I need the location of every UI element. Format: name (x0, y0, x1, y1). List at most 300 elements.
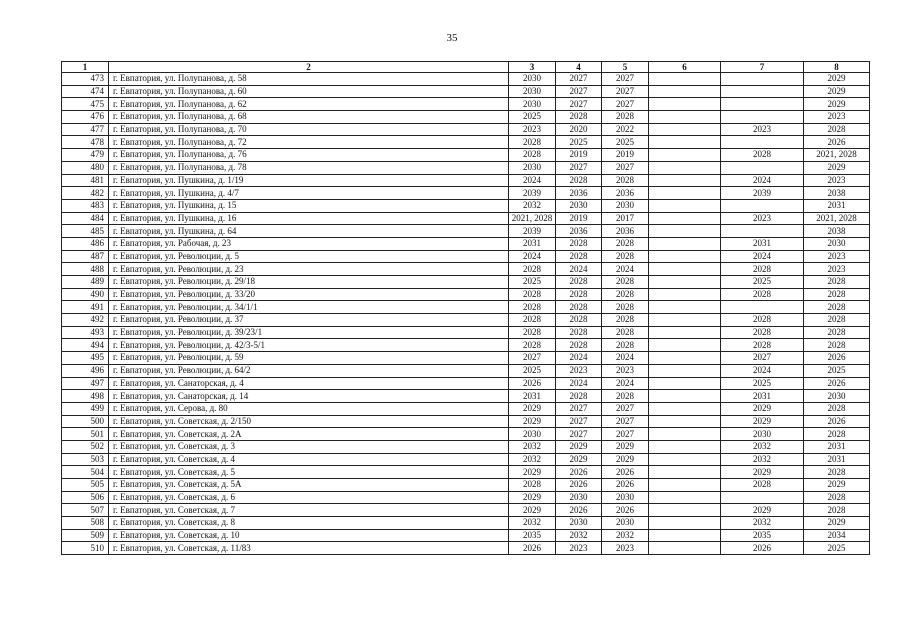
year-cell (649, 85, 721, 98)
row-number-cell: 476 (62, 111, 109, 124)
year-cell: 2023 (804, 111, 870, 124)
address-cell: г. Евпатория, ул. Пушкина, д. 1/19 (109, 174, 509, 187)
year-cell: 2021, 2028 (509, 212, 556, 225)
year-cell: 2019 (556, 212, 602, 225)
year-cell: 2030 (556, 491, 602, 504)
row-number-cell: 505 (62, 479, 109, 492)
table-row (62, 73, 870, 86)
year-cell: 2024 (556, 377, 602, 390)
year-cell: 2030 (509, 73, 556, 86)
year-cell: 2021, 2028 (804, 149, 870, 162)
year-cell: 2024 (509, 174, 556, 187)
year-cell: 2031 (721, 390, 804, 403)
table-row (62, 339, 870, 352)
year-cell: 2028 (556, 250, 602, 263)
year-cell: 2032 (602, 529, 649, 542)
row-number-cell: 486 (62, 237, 109, 250)
year-cell: 2027 (602, 415, 649, 428)
year-cell: 2038 (804, 225, 870, 238)
table-row (62, 123, 870, 136)
year-cell (649, 174, 721, 187)
year-cell (721, 98, 804, 111)
year-cell: 2028 (804, 276, 870, 289)
table-row (62, 352, 870, 365)
year-cell: 2029 (509, 415, 556, 428)
year-cell (649, 542, 721, 555)
table-row (62, 504, 870, 517)
year-cell (721, 199, 804, 212)
year-cell (649, 149, 721, 162)
year-cell: 2028 (602, 237, 649, 250)
year-cell: 2023 (556, 364, 602, 377)
table-row (62, 212, 870, 225)
year-cell: 2028 (804, 123, 870, 136)
address-cell: г. Евпатория, ул. Революции, д. 42/3-5/1 (109, 339, 509, 352)
year-cell (649, 352, 721, 365)
year-cell: 2027 (556, 428, 602, 441)
year-cell (649, 390, 721, 403)
year-cell (649, 212, 721, 225)
year-cell: 2031 (509, 390, 556, 403)
year-cell: 2025 (602, 136, 649, 149)
year-cell: 2030 (602, 199, 649, 212)
table-header-row (62, 62, 870, 73)
year-cell: 2025 (509, 364, 556, 377)
address-cell: г. Евпатория, ул. Революции, д. 33/20 (109, 288, 509, 301)
year-cell: 2032 (509, 440, 556, 453)
year-cell (721, 85, 804, 98)
year-cell: 2028 (509, 326, 556, 339)
year-cell (721, 136, 804, 149)
address-cell: г. Евпатория, ул. Серова, д. 80 (109, 402, 509, 415)
address-cell: г. Евпатория, ул. Советская, д. 10 (109, 529, 509, 542)
table-row (62, 517, 870, 530)
address-cell: г. Евпатория, ул. Революции, д. 39/23/1 (109, 326, 509, 339)
table-row (62, 149, 870, 162)
year-cell: 2030 (509, 428, 556, 441)
year-cell: 2028 (509, 136, 556, 149)
table-row (62, 491, 870, 504)
address-cell: г. Евпатория, ул. Советская, д. 11/83 (109, 542, 509, 555)
row-number-cell: 488 (62, 263, 109, 276)
year-cell: 2029 (509, 491, 556, 504)
year-cell: 2028 (556, 390, 602, 403)
table-row (62, 250, 870, 263)
year-cell: 2028 (602, 314, 649, 327)
address-cell: г. Евпатория, ул. Пушкина, д. 64 (109, 225, 509, 238)
year-cell: 2032 (509, 517, 556, 530)
year-cell: 2024 (602, 263, 649, 276)
year-cell: 2028 (602, 326, 649, 339)
row-number-cell: 487 (62, 250, 109, 263)
year-cell: 2022 (602, 123, 649, 136)
row-number-cell: 503 (62, 453, 109, 466)
address-cell: г. Евпатория, ул. Революции, д. 23 (109, 263, 509, 276)
year-cell: 2027 (602, 428, 649, 441)
year-cell: 2028 (602, 339, 649, 352)
address-cell: г. Евпатория, ул. Полупанова, д. 70 (109, 123, 509, 136)
row-number-cell: 475 (62, 98, 109, 111)
year-cell: 2026 (509, 377, 556, 390)
row-number-cell: 497 (62, 377, 109, 390)
year-cell (649, 288, 721, 301)
row-number-cell: 499 (62, 402, 109, 415)
address-cell: г. Евпатория, ул. Революции, д. 34/1/1 (109, 301, 509, 314)
year-cell: 2023 (556, 542, 602, 555)
year-cell: 2026 (721, 542, 804, 555)
address-cell: г. Евпатория, ул. Полупанова, д. 58 (109, 73, 509, 86)
table-row (62, 415, 870, 428)
year-cell: 2027 (602, 402, 649, 415)
year-cell (649, 301, 721, 314)
year-cell: 2029 (721, 415, 804, 428)
year-cell: 2027 (602, 73, 649, 86)
column-header: 1 (62, 62, 109, 73)
year-cell (649, 276, 721, 289)
year-cell: 2028 (721, 339, 804, 352)
year-cell: 2030 (721, 428, 804, 441)
year-cell: 2027 (556, 98, 602, 111)
row-number-cell: 481 (62, 174, 109, 187)
year-cell (649, 377, 721, 390)
year-cell: 2019 (556, 149, 602, 162)
address-cell: г. Евпатория, ул. Советская, д. 2А (109, 428, 509, 441)
year-cell: 2029 (721, 402, 804, 415)
address-cell: г. Евпатория, ул. Советская, д. 5 (109, 466, 509, 479)
table-row (62, 237, 870, 250)
year-cell: 2028 (721, 149, 804, 162)
year-cell (649, 123, 721, 136)
table-row (62, 98, 870, 111)
year-cell: 2028 (804, 428, 870, 441)
year-cell (649, 517, 721, 530)
year-cell: 2028 (804, 301, 870, 314)
year-cell: 2026 (602, 466, 649, 479)
year-cell: 2036 (602, 225, 649, 238)
row-number-cell: 485 (62, 225, 109, 238)
year-cell (649, 364, 721, 377)
year-cell: 2027 (556, 402, 602, 415)
table-row (62, 428, 870, 441)
table-row (62, 326, 870, 339)
year-cell: 2029 (804, 85, 870, 98)
year-cell (721, 161, 804, 174)
year-cell: 2023 (721, 123, 804, 136)
year-cell: 2017 (602, 212, 649, 225)
year-cell: 2028 (509, 288, 556, 301)
year-cell: 2029 (509, 466, 556, 479)
table-row (62, 314, 870, 327)
year-cell: 2028 (556, 339, 602, 352)
address-cell: г. Евпатория, ул. Революции, д. 29/18 (109, 276, 509, 289)
year-cell: 2029 (721, 466, 804, 479)
table-row (62, 377, 870, 390)
year-cell (649, 326, 721, 339)
year-cell: 2028 (556, 276, 602, 289)
address-cell: г. Евпатория, ул. Советская, д. 8 (109, 517, 509, 530)
year-cell: 2030 (509, 85, 556, 98)
address-cell: г. Евпатория, ул. Полупанова, д. 62 (109, 98, 509, 111)
year-cell: 2030 (602, 491, 649, 504)
data-table (61, 61, 870, 555)
row-number-cell: 482 (62, 187, 109, 200)
year-cell (721, 225, 804, 238)
table-row (62, 390, 870, 403)
year-cell: 2029 (602, 440, 649, 453)
table-row (62, 199, 870, 212)
table-row (62, 453, 870, 466)
address-cell: г. Евпатория, ул. Пушкина, д. 15 (109, 199, 509, 212)
year-cell: 2031 (721, 237, 804, 250)
year-cell: 2029 (602, 453, 649, 466)
year-cell: 2019 (602, 149, 649, 162)
address-cell: г. Евпатория, ул. Революции, д. 59 (109, 352, 509, 365)
year-cell (649, 199, 721, 212)
table-row (62, 440, 870, 453)
year-cell: 2028 (721, 288, 804, 301)
year-cell: 2027 (721, 352, 804, 365)
table-row (62, 466, 870, 479)
year-cell: 2023 (804, 250, 870, 263)
year-cell: 2023 (804, 174, 870, 187)
year-cell: 2028 (509, 314, 556, 327)
row-number-cell: 474 (62, 85, 109, 98)
year-cell: 2028 (721, 326, 804, 339)
year-cell: 2039 (721, 187, 804, 200)
address-cell: г. Евпатория, ул. Пушкина, д. 16 (109, 212, 509, 225)
year-cell: 2025 (509, 276, 556, 289)
column-header: 2 (109, 62, 509, 73)
table-row (62, 301, 870, 314)
year-cell: 2029 (804, 479, 870, 492)
year-cell (649, 263, 721, 276)
address-cell: г. Евпатория, ул. Полупанова, д. 72 (109, 136, 509, 149)
row-number-cell: 498 (62, 390, 109, 403)
year-cell: 2028 (509, 479, 556, 492)
year-cell: 2032 (509, 199, 556, 212)
address-cell: г. Евпатория, ул. Пушкина, д. 4/7 (109, 187, 509, 200)
year-cell (649, 529, 721, 542)
year-cell: 2036 (556, 187, 602, 200)
year-cell: 2029 (804, 161, 870, 174)
year-cell: 2036 (602, 187, 649, 200)
column-header: 6 (649, 62, 721, 73)
year-cell: 2023 (602, 542, 649, 555)
year-cell: 2034 (804, 529, 870, 542)
row-number-cell: 500 (62, 415, 109, 428)
table-row (62, 225, 870, 238)
year-cell: 2028 (602, 111, 649, 124)
year-cell: 2026 (804, 377, 870, 390)
year-cell: 2024 (721, 364, 804, 377)
year-cell (721, 111, 804, 124)
year-cell: 2029 (721, 504, 804, 517)
year-cell: 2028 (509, 339, 556, 352)
year-cell: 2026 (556, 504, 602, 517)
year-cell: 2036 (556, 225, 602, 238)
address-cell: г. Евпатория, ул. Советская, д. 4 (109, 453, 509, 466)
year-cell (649, 136, 721, 149)
year-cell: 2031 (804, 440, 870, 453)
year-cell (649, 250, 721, 263)
year-cell: 2028 (602, 276, 649, 289)
year-cell: 2027 (556, 415, 602, 428)
year-cell: 2028 (804, 339, 870, 352)
year-cell: 2023 (602, 364, 649, 377)
address-cell: г. Евпатория, ул. Советская, д. 7 (109, 504, 509, 517)
year-cell: 2029 (804, 73, 870, 86)
table-row (62, 288, 870, 301)
year-cell: 2027 (602, 161, 649, 174)
year-cell: 2028 (556, 237, 602, 250)
year-cell (649, 415, 721, 428)
year-cell: 2028 (602, 250, 649, 263)
year-cell: 2035 (721, 529, 804, 542)
year-cell: 2024 (602, 377, 649, 390)
table-row (62, 529, 870, 542)
year-cell: 2030 (556, 517, 602, 530)
year-cell: 2039 (509, 225, 556, 238)
year-cell: 2026 (804, 136, 870, 149)
row-number-cell: 473 (62, 73, 109, 86)
year-cell: 2026 (556, 479, 602, 492)
column-header: 4 (556, 62, 602, 73)
table-row (62, 542, 870, 555)
column-header: 7 (721, 62, 804, 73)
year-cell: 2028 (602, 301, 649, 314)
year-cell: 2028 (556, 174, 602, 187)
table-row (62, 276, 870, 289)
row-number-cell: 484 (62, 212, 109, 225)
year-cell: 2028 (556, 326, 602, 339)
page-number: 35 (446, 32, 458, 44)
row-number-cell: 506 (62, 491, 109, 504)
year-cell: 2029 (804, 517, 870, 530)
year-cell: 2027 (556, 161, 602, 174)
row-number-cell: 489 (62, 276, 109, 289)
year-cell (649, 491, 721, 504)
year-cell: 2023 (804, 263, 870, 276)
row-number-cell: 495 (62, 352, 109, 365)
year-cell: 2028 (804, 288, 870, 301)
table-row (62, 174, 870, 187)
year-cell (649, 237, 721, 250)
year-cell: 2027 (602, 85, 649, 98)
row-number-cell: 478 (62, 136, 109, 149)
year-cell (721, 73, 804, 86)
year-cell: 2027 (602, 98, 649, 111)
table-row (62, 136, 870, 149)
year-cell: 2028 (804, 326, 870, 339)
year-cell: 2025 (721, 377, 804, 390)
year-cell: 2025 (721, 276, 804, 289)
row-number-cell: 510 (62, 542, 109, 555)
year-cell: 2028 (804, 402, 870, 415)
year-cell: 2032 (721, 453, 804, 466)
year-cell (649, 98, 721, 111)
year-cell: 2030 (602, 517, 649, 530)
row-number-cell: 492 (62, 314, 109, 327)
year-cell: 2020 (556, 123, 602, 136)
year-cell: 2024 (721, 250, 804, 263)
year-cell: 2028 (602, 174, 649, 187)
row-number-cell: 504 (62, 466, 109, 479)
year-cell: 2029 (509, 402, 556, 415)
year-cell: 2028 (556, 301, 602, 314)
address-cell: г. Евпатория, ул. Революции, д. 5 (109, 250, 509, 263)
row-number-cell: 501 (62, 428, 109, 441)
year-cell: 2030 (509, 161, 556, 174)
year-cell (649, 428, 721, 441)
year-cell: 2025 (556, 136, 602, 149)
year-cell: 2026 (602, 504, 649, 517)
address-cell: г. Евпатория, ул. Рабочая, д. 23 (109, 237, 509, 250)
table-row (62, 263, 870, 276)
address-cell: г. Евпатория, ул. Советская, д. 6 (109, 491, 509, 504)
year-cell: 2028 (556, 314, 602, 327)
table-row (62, 187, 870, 200)
year-cell: 2028 (602, 288, 649, 301)
year-cell: 2028 (804, 491, 870, 504)
year-cell: 2039 (509, 187, 556, 200)
row-number-cell: 496 (62, 364, 109, 377)
year-cell: 2025 (804, 364, 870, 377)
row-number-cell: 493 (62, 326, 109, 339)
year-cell: 2030 (556, 199, 602, 212)
year-cell: 2032 (721, 517, 804, 530)
year-cell: 2025 (509, 111, 556, 124)
year-cell: 2028 (509, 301, 556, 314)
table-row (62, 479, 870, 492)
year-cell: 2029 (556, 440, 602, 453)
year-cell: 2028 (509, 263, 556, 276)
year-cell: 2024 (721, 174, 804, 187)
year-cell: 2028 (556, 111, 602, 124)
table-row (62, 364, 870, 377)
address-cell: г. Евпатория, ул. Санаторская, д. 4 (109, 377, 509, 390)
row-number-cell: 508 (62, 517, 109, 530)
row-number-cell: 509 (62, 529, 109, 542)
year-cell (649, 187, 721, 200)
year-cell: 2026 (556, 466, 602, 479)
year-cell: 2028 (804, 504, 870, 517)
row-number-cell: 480 (62, 161, 109, 174)
year-cell: 2028 (721, 314, 804, 327)
year-cell: 2030 (509, 98, 556, 111)
row-number-cell: 483 (62, 199, 109, 212)
year-cell (649, 111, 721, 124)
address-cell: г. Евпатория, ул. Полупанова, д. 68 (109, 111, 509, 124)
year-cell: 2035 (509, 529, 556, 542)
year-cell (649, 466, 721, 479)
address-cell: г. Евпатория, ул. Советская, д. 2/150 (109, 415, 509, 428)
column-header: 3 (509, 62, 556, 73)
table-body (62, 73, 870, 555)
year-cell: 2027 (556, 85, 602, 98)
year-cell: 2028 (804, 466, 870, 479)
row-number-cell: 507 (62, 504, 109, 517)
column-header: 8 (804, 62, 870, 73)
year-cell: 2027 (556, 73, 602, 86)
year-cell: 2030 (804, 390, 870, 403)
year-cell: 2024 (509, 250, 556, 263)
year-cell: 2023 (509, 123, 556, 136)
row-number-cell: 494 (62, 339, 109, 352)
year-cell: 2028 (602, 390, 649, 403)
row-number-cell: 490 (62, 288, 109, 301)
address-cell: г. Евпатория, ул. Советская, д. 5А (109, 479, 509, 492)
column-header: 5 (602, 62, 649, 73)
